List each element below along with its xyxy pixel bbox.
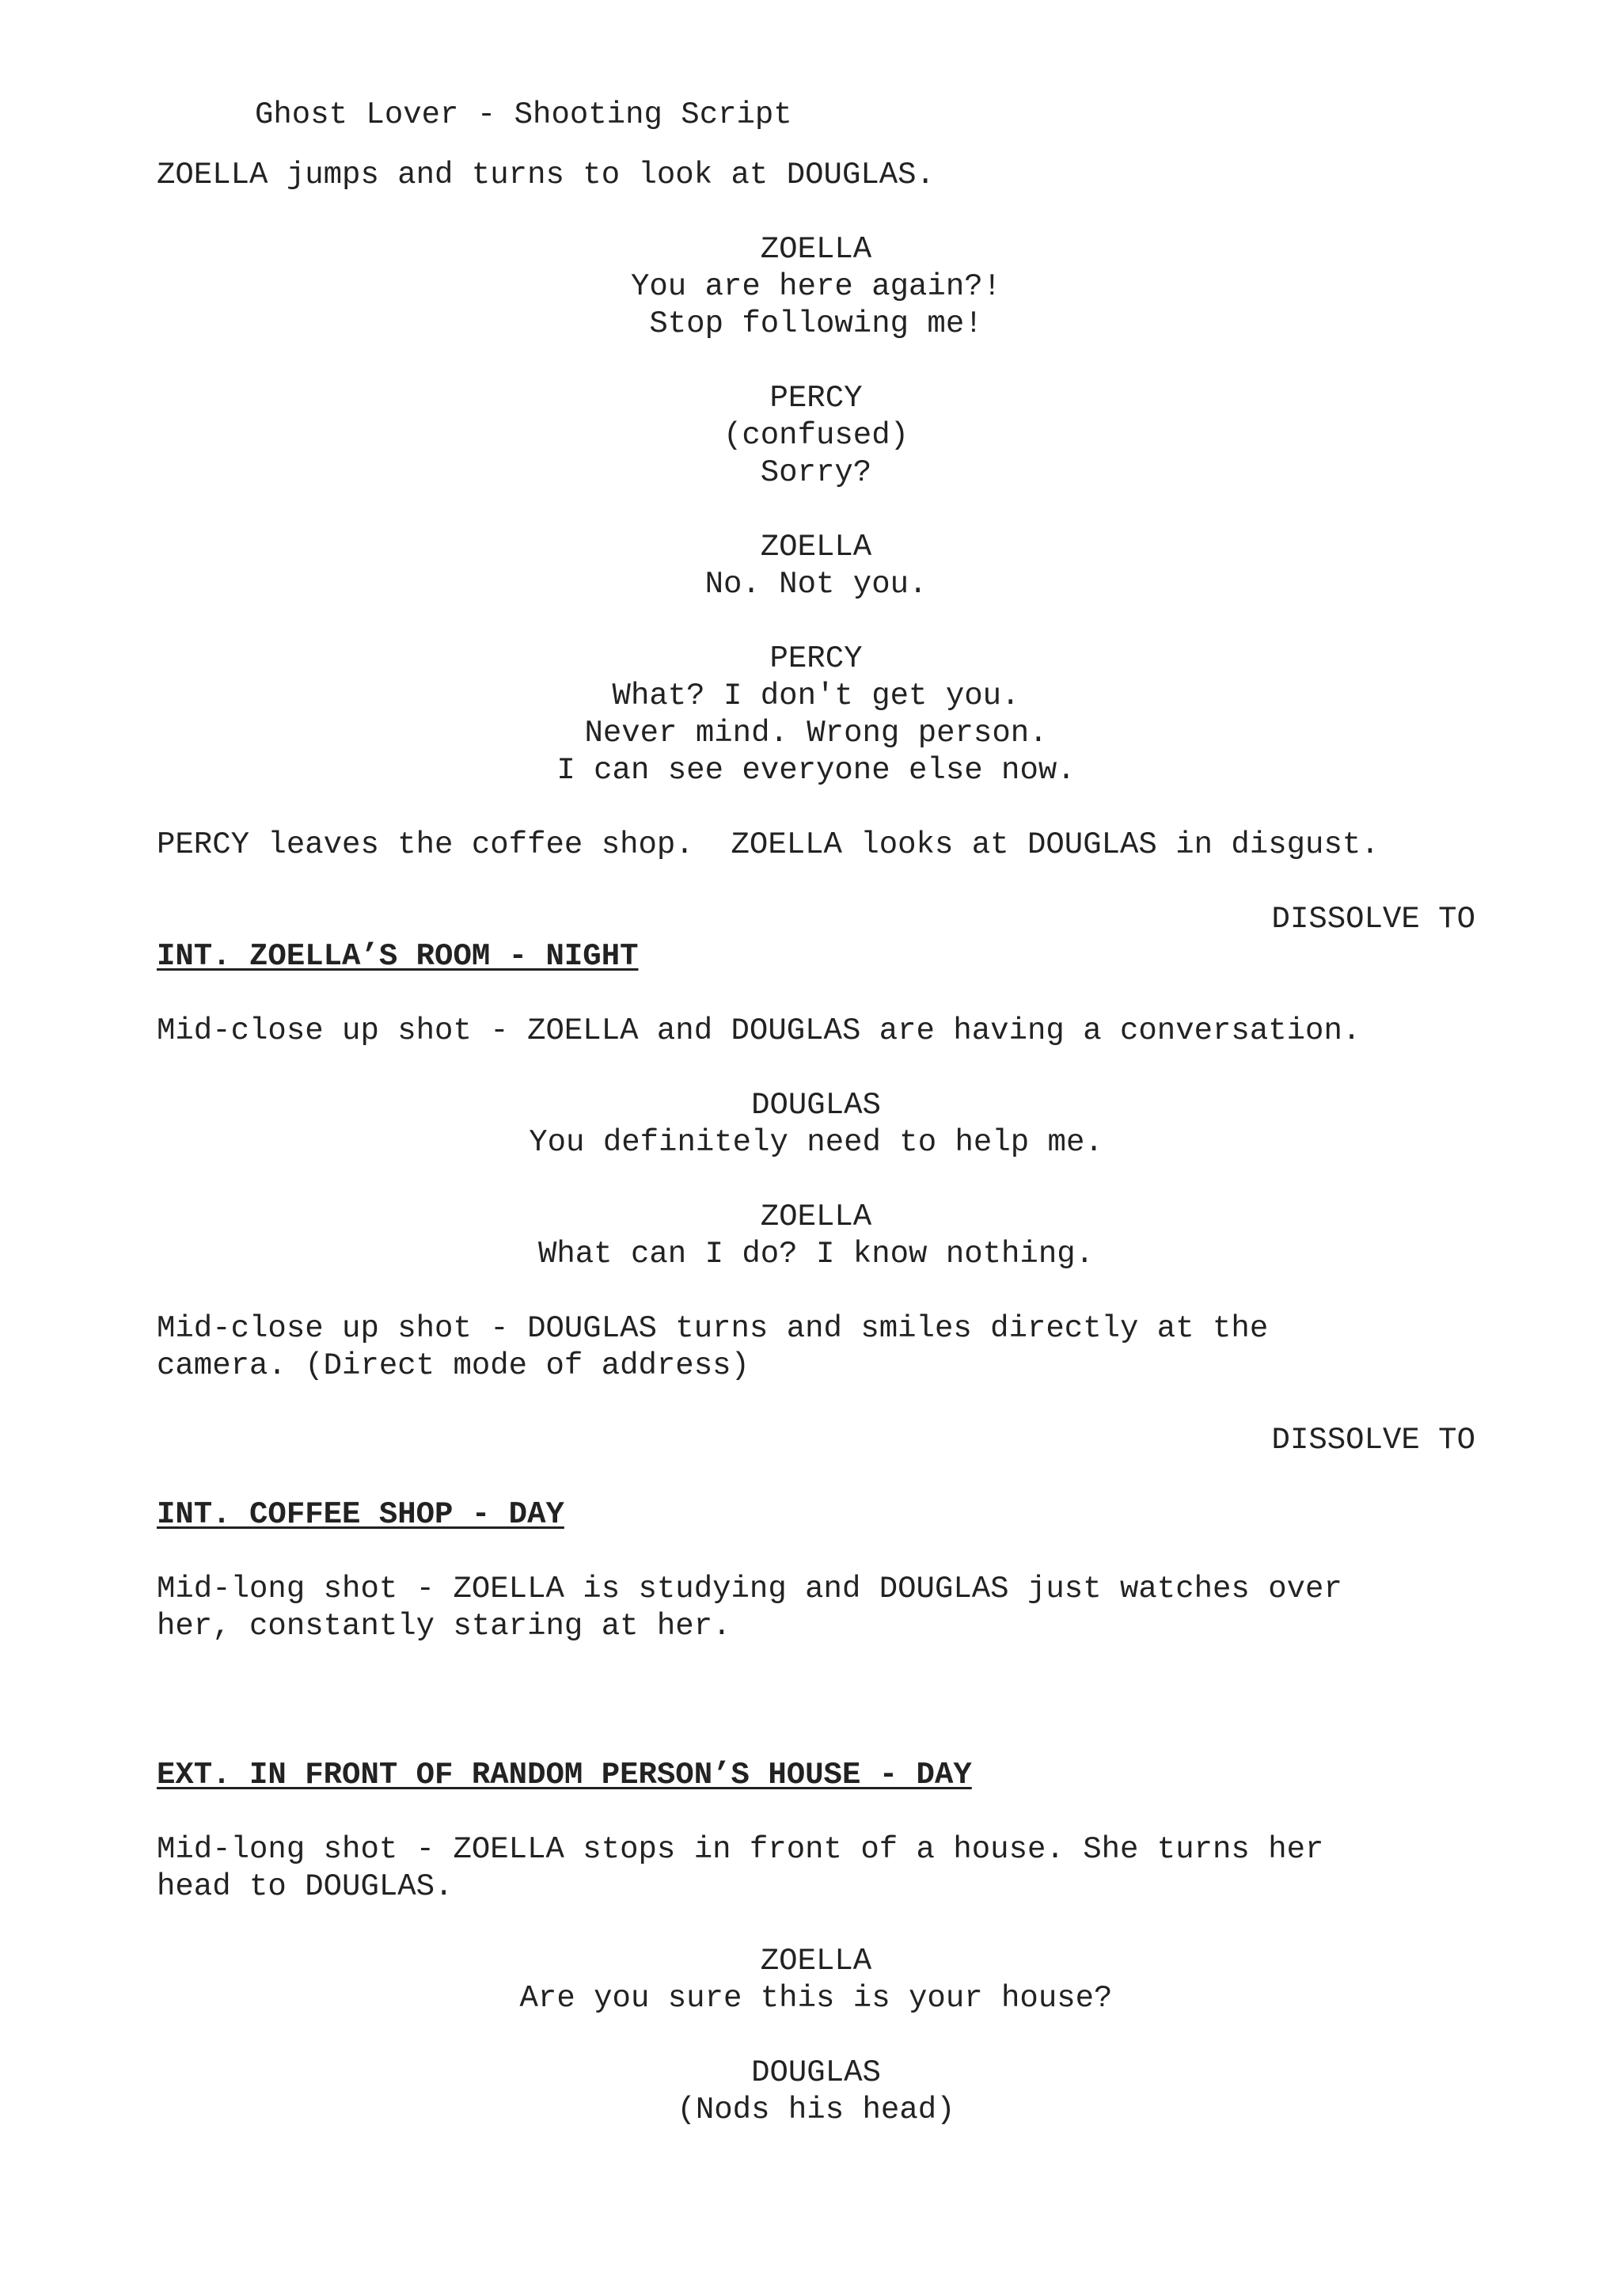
character-name: DOUGLAS — [751, 1088, 881, 1123]
action-line: camera. (Direct mode of address) — [157, 1348, 750, 1383]
character-name: DOUGLAS — [751, 2055, 881, 2090]
scene-heading: INT. ZOELLA’S ROOM - NIGHT — [157, 939, 639, 974]
character-name: ZOELLA — [760, 232, 872, 267]
dialogue-line: What? I don't get you. — [612, 679, 1020, 713]
action-line: head to DOUGLAS. — [157, 1869, 454, 1904]
dialogue-line: No. Not you. — [704, 567, 928, 602]
dialogue-line: You are here again?! — [630, 269, 1002, 304]
scene-heading: INT. COFFEE SHOP - DAY — [157, 1497, 564, 1532]
scene-heading: EXT. IN FRONT OF RANDOM PERSON’S HOUSE - DAY — [157, 1758, 972, 1792]
dialogue-line: I can see everyone else now. — [556, 753, 1076, 788]
action-line: Mid-close up shot - ZOELLA and DOUGLAS are having a conversation. — [157, 1013, 1361, 1048]
action-line: PERCY leaves the coffee shop. ZOELLA looks at DOUGLAS in disgust. — [157, 827, 1380, 862]
dialogue-line: Sorry? — [760, 455, 872, 490]
transition: DISSOLVE TO — [1271, 902, 1475, 937]
dialogue-line: Never mind. Wrong person. — [584, 716, 1048, 751]
parenthetical: (Nods his head) — [677, 2093, 955, 2127]
character-name: ZOELLA — [760, 1944, 872, 1979]
page-header-title: Ghost Lover - Shooting Script — [255, 97, 792, 132]
action-line: Mid-long shot - ZOELLA is studying and DOUGLAS just watches over — [157, 1572, 1342, 1606]
character-name: PERCY — [769, 381, 863, 416]
transition: DISSOLVE TO — [1271, 1423, 1475, 1458]
character-name: PERCY — [769, 641, 863, 676]
action-line: Mid-long shot - ZOELLA stops in front of a house. She turns her — [157, 1832, 1324, 1867]
character-name: ZOELLA — [760, 530, 872, 564]
dialogue-line: Stop following me! — [649, 306, 983, 341]
dialogue-line: What can I do? I know nothing. — [537, 1237, 1095, 1272]
parenthetical: (confused) — [723, 418, 909, 453]
dialogue-line: Are you sure this is your house? — [519, 1981, 1113, 2016]
character-name: ZOELLA — [760, 1199, 872, 1234]
action-line: her, constantly staring at her. — [157, 1609, 731, 1644]
dialogue-line: You definitely need to help me. — [529, 1125, 1103, 1160]
action-line: ZOELLA jumps and turns to look at DOUGLAS. — [157, 158, 935, 192]
action-line: Mid-close up shot - DOUGLAS turns and smiles directly at the — [157, 1311, 1269, 1346]
